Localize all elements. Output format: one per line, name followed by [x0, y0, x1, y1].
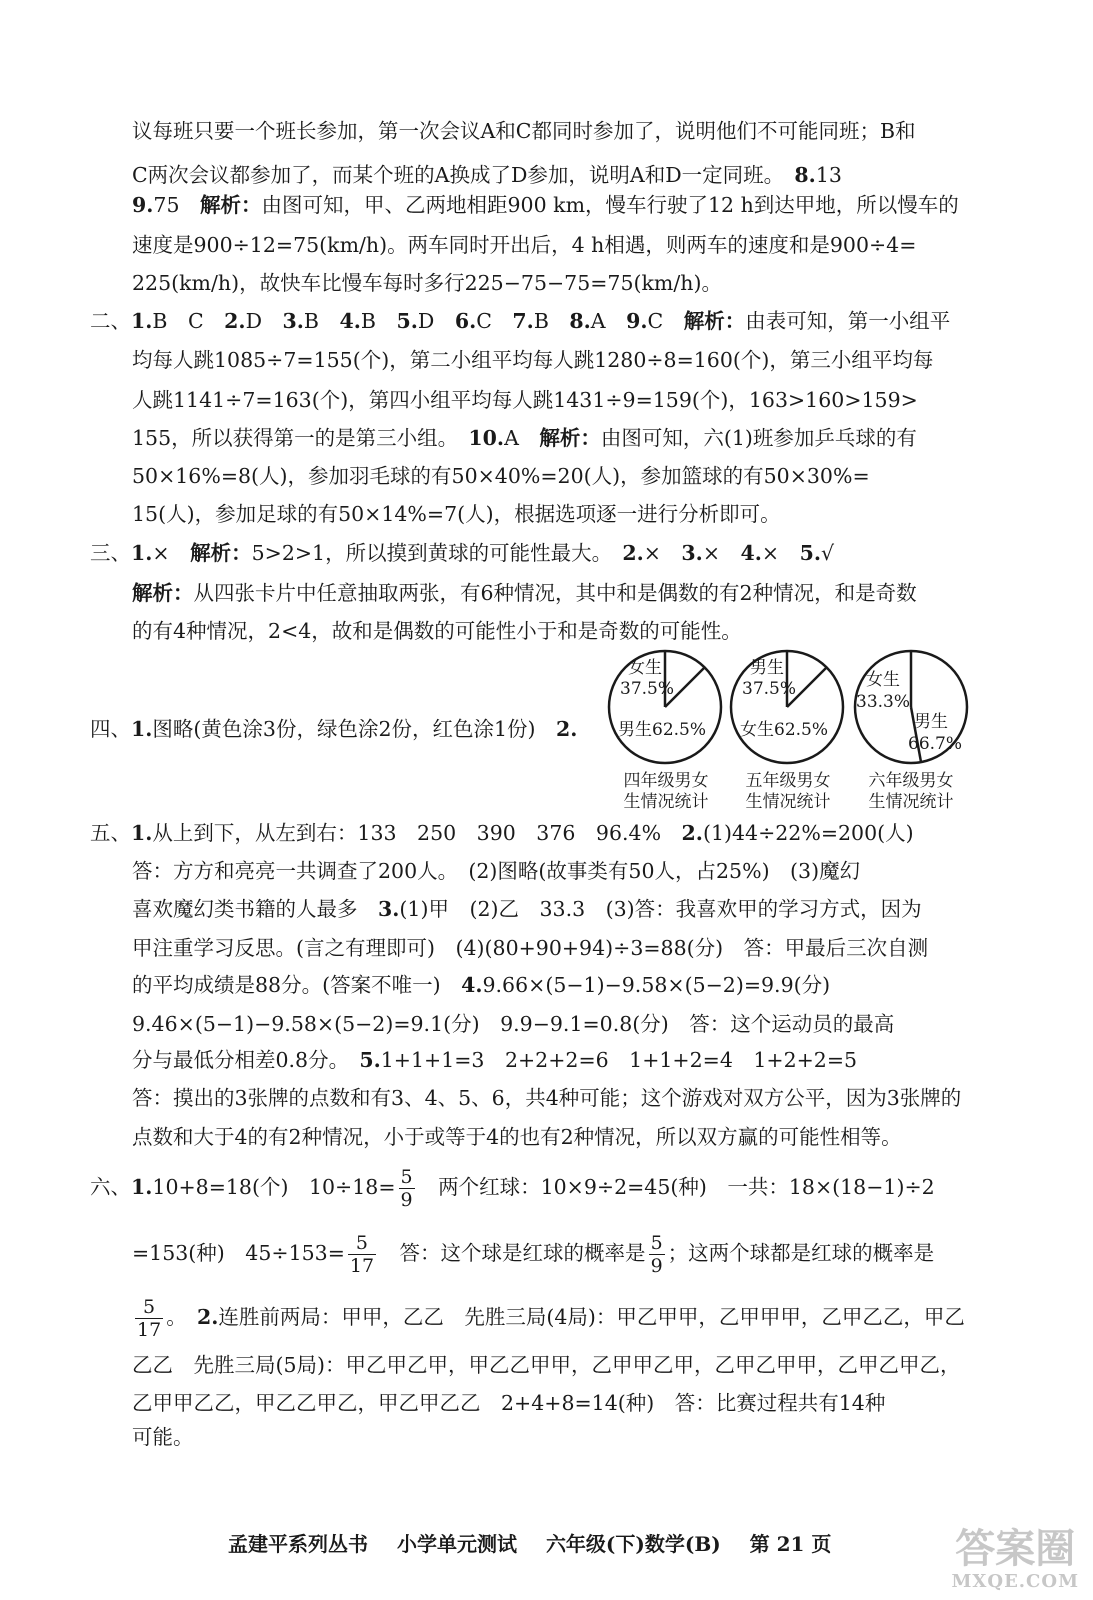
pie-boy-pct: 66.7% [908, 734, 963, 754]
footer-book: 小学单元测试 [396, 1532, 517, 1556]
pie-girl-label: 女生 [628, 658, 662, 678]
text-line: 点数和大于4的有2种情况，小于或等于4的也有2种情况，所以双方赢的可能性相等。 [132, 1125, 902, 1149]
fraction: $\frac{5}{17}$ [349, 1232, 375, 1277]
section-two-line: 二、1.B C 2.D 3.B 4.B 5.D 6.C 7.B 8.A 9.C 解析：由表可知，第一小组平 [90, 309, 951, 333]
text-line: 甲注重学习反思。(言之有理即可) (4)(80+90+94)÷3=88(分) 答：甲最后三次自测 [132, 936, 929, 960]
pie-boy-label: 男生 [750, 658, 784, 678]
section-three-line: 三、1.× 解析：5>2>1，所以摸到黄球的可能性最大。 2.× 3.× 4.× 5.√ [90, 541, 835, 565]
pie-boy-pct: 37.5% [742, 679, 797, 699]
text-line: 乙甲甲乙乙，甲乙乙甲乙，甲乙甲乙乙 2+4+8=14(种) 答：比赛过程共有14种 [132, 1391, 886, 1415]
text-line: 的有4种情况，2<4，故和是偶数的可能性小于和是奇数的可能性。 [132, 619, 742, 643]
fraction: $\frac{5}{9}$ [400, 1166, 413, 1211]
text-line: 答：方方和亮亮一共调查了200人。 (2)图略(故事类有50人，占25%) (3)魔幻 [132, 859, 861, 883]
pie-boy-label: 男生 [914, 712, 948, 732]
text-line: 15(人)，参加足球的有50×14%=7(人)，根据选项逐一进行分析即可。 [132, 502, 781, 526]
pie-girl-label: 女生 [866, 670, 900, 690]
pie-caption: 五年级男女 生情况统计 [745, 771, 831, 812]
pie-girl-text: 女生62.5% [740, 720, 829, 740]
footer-grade: 六年级(下)数学(B) [545, 1532, 721, 1556]
watermark-url: MXQE.COM [951, 1571, 1079, 1592]
pie-chart-grade4 [606, 648, 724, 766]
section-six-line: 六、1.10+8=18(个) 10÷18= $\frac{5}{9}$ 两个红球：10×9÷2=45(种) 一共：18×(18−1)÷2 [90, 1166, 935, 1211]
text-line: 155，所以获得第一的是第三小组。 10.A 解析：由图可知，六(1)班参加乒乓球的有 [132, 426, 917, 450]
text-line: 喜欢魔幻类书籍的人最多 3.(1)甲 (2)乙 33.3 (3)答：我喜欢甲的学习方式，因为 [132, 897, 922, 921]
text-line: 议每班只要一个班长参加，第一次会议A和C都同时参加了，说明他们不可能同班；B和 [132, 119, 916, 143]
fraction: $\frac{5}{17}$ [137, 1296, 162, 1341]
text-line: 的平均成绩是88分。(答案不唯一) 4.9.66×(5−1)−9.58×(5−2)=9.9(分) [132, 973, 831, 997]
text-line: 答：摸出的3张牌的点数和有3、4、5、6，共4种可能；这个游戏对双方公平，因为3张牌的 [132, 1086, 962, 1110]
text-line: 50×16%=8(人)，参加羽毛球的有50×40%=20(人)，参加篮球的有50×30%= [132, 464, 870, 488]
text-line: 乙乙 先胜三局(5局)：甲乙甲乙甲，甲乙乙甲甲，乙甲甲乙甲，乙甲乙甲甲，乙甲乙甲乙， [132, 1353, 961, 1377]
text-line: 解析：从四张卡片中任意抽取两张，有6种情况，其中和是偶数的有2种情况，和是奇数 [132, 581, 917, 605]
watermark-logo [952, 1527, 1080, 1592]
pie-caption: 六年级男女 生情况统计 [868, 771, 954, 812]
text-line: =153(种) 45÷153= $\frac{5}{17}$ 答：这个球是红球的概率是 $\frac{5}{9}$ ；这两个球都是红球的概率是 [132, 1232, 935, 1277]
text-line: 速度是900÷12=75(km/h)。两车同时开出后，4 h相遇，则两车的速度和是900÷4= [132, 233, 917, 257]
text-line: 分与最低分相差0.8分。 5.1+1+1=3 2+2+2=6 1+1+2=4 1+2+2=5 [132, 1048, 858, 1072]
pie-svg [606, 648, 724, 766]
text-line: 均每人跳1085÷7=155(个)，第二小组平均每人跳1280÷8=160(个)，第三小组平均每 [132, 348, 934, 372]
text-line: 人跳1141÷7=163(个)，第四小组平均每人跳1431÷9=159(个)，163>160>159> [132, 388, 918, 412]
text-line: 225(km/h)，故快车比慢车每时多行225−75−75=75(km/h)。 [132, 271, 722, 295]
pie-chart-grade5 [728, 648, 846, 766]
pie-svg [728, 648, 846, 766]
pie-caption: 四年级男女 生情况统计 [623, 771, 709, 812]
text-line: 9.75 解析：由图可知，甲、乙两地相距900 km，慢车行驶了12 h到达甲地，所以慢车的 [132, 193, 959, 217]
pie-chart-grade6 [852, 648, 970, 766]
footer-page: 第 21 页 [749, 1532, 832, 1556]
fraction: $\frac{5}{9}$ [650, 1232, 663, 1277]
section-four-line: 四、1.图略(黄色涂3份，绿色涂2份，红色涂1份) 2. [90, 717, 578, 741]
pie-boy-text: 男生62.5% [618, 720, 707, 740]
pie-girl-pct: 37.5% [620, 679, 675, 699]
page-footer [228, 1528, 853, 1557]
section-five-line: 五、1.从上到下，从左到右：133 250 390 376 96.4% 2.(1)44÷22%=200(人) [90, 821, 914, 845]
footer-series: 孟建平系列丛书 [228, 1532, 368, 1556]
watermark-title: 答案圈 [955, 1525, 1076, 1572]
text-line: 9.46×(5−1)−9.58×(5−2)=9.1(分) 9.9−9.1=0.8(分) 答：这个运动员的最高 [132, 1012, 895, 1036]
text-line: C两次会议都参加了，而某个班的A换成了D参加，说明A和D一定同班。 8.13 [132, 163, 842, 187]
pie-girl-pct: 33.3% [856, 692, 911, 712]
text-line: 可能。 [132, 1425, 194, 1449]
text-line: $\frac{5}{17}$ 。 2.连胜前两局：甲甲，乙乙 先胜三局(4局)：甲乙甲甲，乙甲甲甲，乙甲乙乙，甲乙 [137, 1296, 965, 1341]
